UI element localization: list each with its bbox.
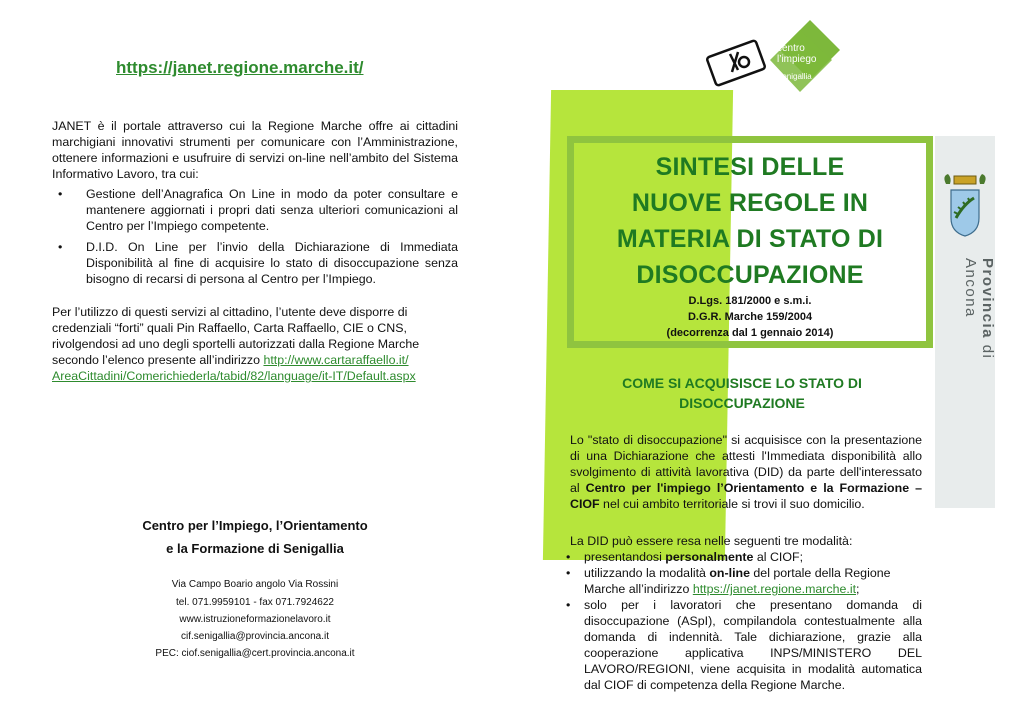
logo-text-centro: centro: [777, 43, 805, 54]
title-line-2: NUOVE REGOLE IN: [631, 189, 869, 217]
tools-logo-icon: [700, 14, 850, 104]
mode-3-text: solo per i lavoratori che presentano domanda di disoccupazione (ASpI), compilandola contestualmente alla domanda di indennità. Tale dichiarazione, grazie alla cooperazione applicativa INPS/MINISTERO DEL LAVORO/REGIONI, viene acquisita in modalità automatica dal CIOF di competenza della Regione Marche.: [584, 598, 922, 692]
centro-impiego-logo: [700, 14, 850, 104]
address-line: Via Campo Boario angolo Via Rossini: [171, 579, 339, 590]
credentials-text: Per l’utilizzo di questi servizi al cittadino, l’utente deve disporre di credenziali “forti” quali Pin Raffaello, Carta Raffaello, CIE o CNS, rivolgendosi ad uno degli sportelli autorizzati dalla Regione Marche secondo l’elenco presente all’indirizzo: [52, 305, 420, 367]
mode-2-b: del portale della Regione Marche all’indirizzo: [584, 566, 891, 596]
section-title-line-1: COME SI ACQUISISCE LO STATO DI: [622, 375, 862, 391]
bullet-icon: •: [566, 550, 571, 564]
list-item-text: D.I.D. On Line per l’invio della Dichiarazione di Immediata Disponibilità al fine di acquisire lo stato di disoccupazione senza bisogno di recarsi di persona al Centro per l’Impiego.: [86, 240, 458, 286]
coat-of-arms-icon: [940, 170, 990, 242]
title-line-4: DISOCCUPAZIONE: [636, 261, 864, 289]
mode-2-bold: on-line: [709, 566, 750, 580]
phone-fax-line: tel. 071.9959101 - fax 071.7924622: [176, 597, 334, 608]
cartaraffaello-link[interactable]: http://www.cartaraffaello.it/: [263, 353, 409, 367]
mode-2-text: [584, 565, 922, 597]
subtitle-line-2: D.G.R. Marche 159/2004: [687, 311, 813, 323]
logo-text-impiego: l’impiego: [777, 54, 817, 65]
mode-1-bold: personalmente: [665, 550, 754, 564]
logo-text-senigallia: Senigallia: [777, 72, 812, 81]
title-line-3: MATERIA DI STATO DI: [616, 225, 884, 253]
center-name-line1: Centro per l’Impiego, l’Orientamento: [142, 518, 368, 533]
title-line-1: SINTESI DELLE: [655, 153, 845, 181]
mode-1-text: [584, 549, 922, 565]
mode-2-c: ;: [856, 582, 860, 596]
ciof-name: Centro per l'impiego l’Orientamento e la Formazione – CIOF: [570, 481, 922, 511]
bullet-icon: •: [58, 240, 63, 254]
subtitle-line-3: (decorrenza dal 1 gennaio 2014): [666, 327, 834, 339]
center-name-line2: e la Formazione di Senigallia: [166, 541, 344, 556]
section-title-line-2: DISOCCUPAZIONE: [679, 395, 805, 411]
did-definition-end: nel cui ambito territoriale si trovi il suo domicilio.: [599, 497, 865, 511]
intro-paragraph: JANET è il portale attraverso cui la Regione Marche offre ai cittadini marchigiani innovativi strumenti per comunicare con l’Amministrazione, ottenere informazioni e usufruire di servizi on-line nell’ambito del Sistema Informativo Lavoro, tra cui:: [52, 119, 458, 181]
did-definition-paragraph: [570, 432, 922, 512]
subtitle-line-1: D.Lgs. 181/2000 e s.m.i.: [688, 295, 812, 307]
janet-url-link[interactable]: https://janet.regione.marche.it/: [116, 58, 364, 77]
list-item-text: Gestione dell’Anagrafica On Line in modo da poter consultare e mantenere aggiornati i propri dati senza ulteriori comunicazioni al Centro per l’Impiego competente.: [86, 187, 458, 233]
province-label-b: di Ancona: [962, 258, 996, 360]
bullet-icon: •: [566, 566, 571, 580]
mode-2-a: utilizzando la modalità: [584, 566, 710, 580]
did-definition-text: Lo "stato di disoccupazione" si acquisisce con la presentazione di una Dichiarazione che attesti l'Immediata disponibilità allo svolgimento di attività lavorativa (DID) da parte dell'interessato al: [570, 433, 922, 495]
email-line[interactable]: cif.senigallia@provincia.ancona.it: [180, 631, 329, 642]
cartaraffaello-link-path[interactable]: AreaCittadini/Comerichiederla/tabid/82/language/it-IT/Default.aspx: [52, 369, 416, 383]
did-modes-intro: La DID può essere resa nelle seguenti tre modalità:: [570, 534, 853, 548]
mode-1-b: al CIOF;: [753, 550, 804, 564]
pec-line[interactable]: PEC: ciof.senigallia@cert.provincia.ancona.it: [155, 648, 355, 659]
mode-1-a: presentandosi: [584, 550, 666, 564]
bullet-icon: •: [58, 187, 63, 201]
website-line[interactable]: www.istruzioneformazionelavoro.it: [179, 614, 331, 625]
janet-url-link-2[interactable]: https://janet.regione.marche.it: [692, 582, 857, 596]
bullet-icon: •: [566, 598, 571, 612]
province-label: [962, 258, 996, 418]
province-label-a: Provincia: [979, 258, 996, 340]
credentials-paragraph: [52, 304, 458, 384]
